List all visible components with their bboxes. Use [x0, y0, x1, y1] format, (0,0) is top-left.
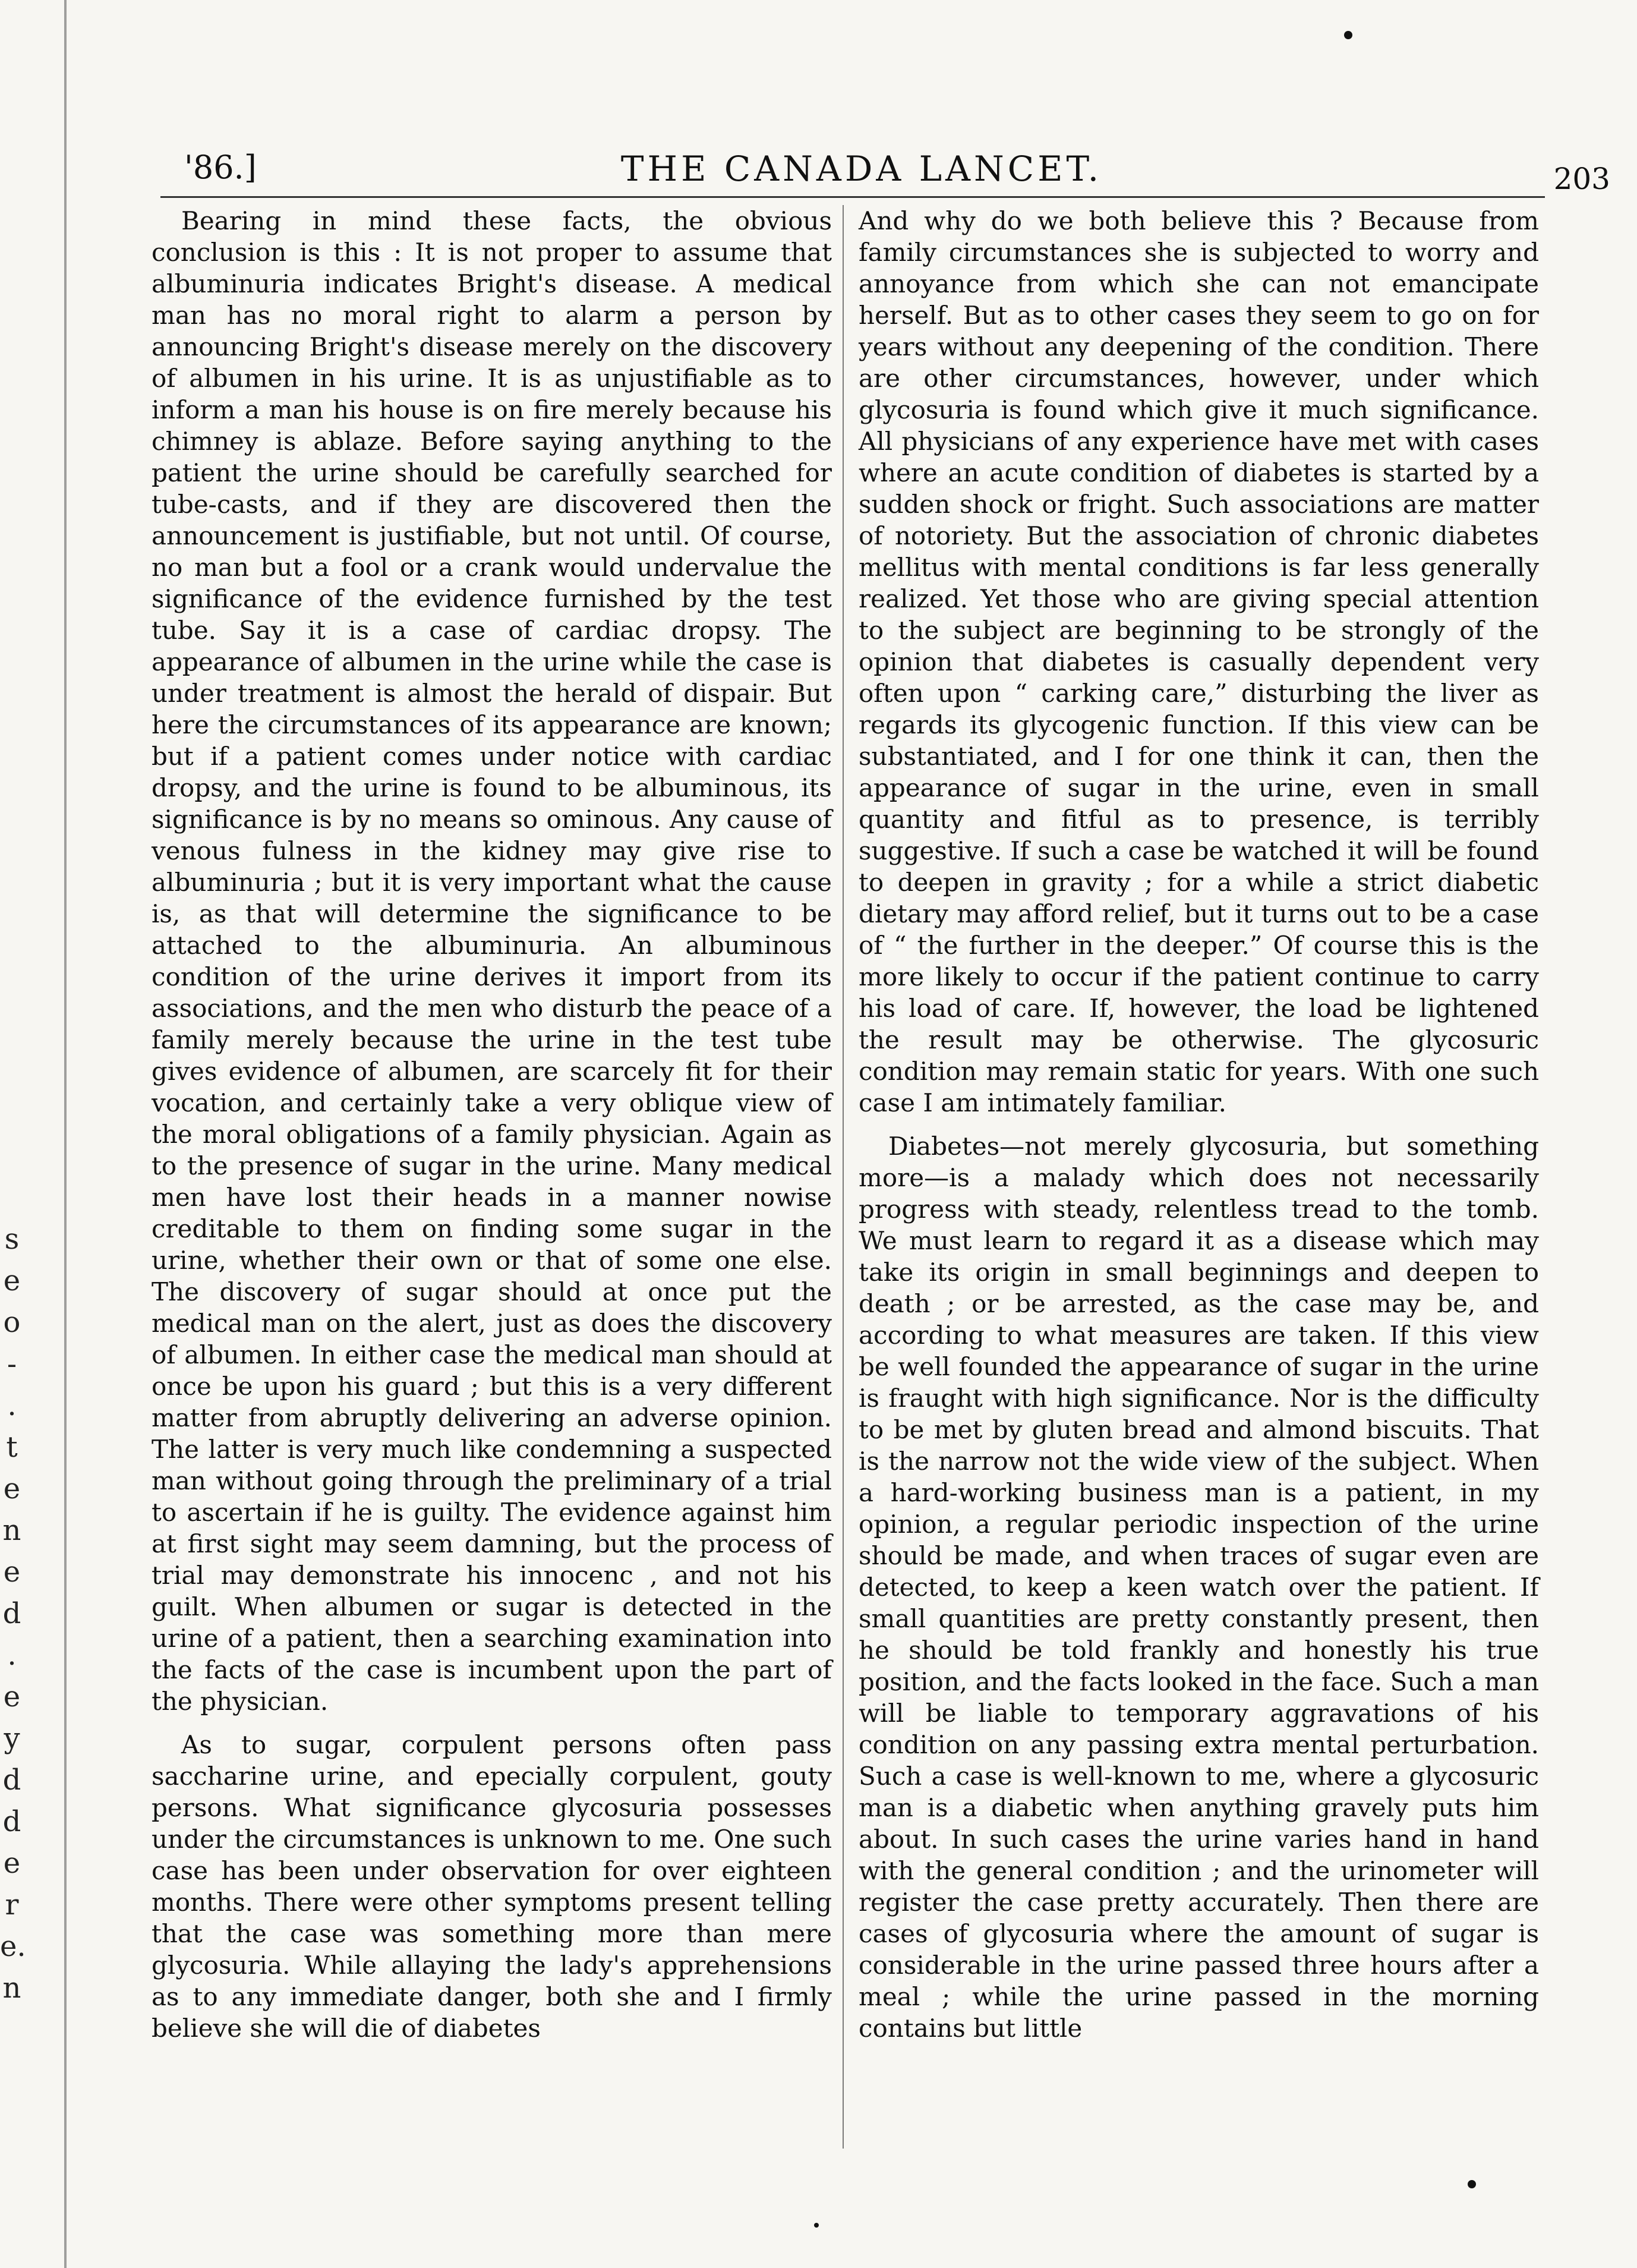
- gutter-mark: d: [2, 1805, 21, 1838]
- gutter-mark: r: [5, 1888, 19, 1922]
- page-number: 203: [1553, 162, 1610, 196]
- gutter-mark: -: [7, 1347, 17, 1381]
- gutter-mark: d: [2, 1763, 21, 1797]
- paragraph: As to sugar, corpulent persons often pass saccharine urine, and epecially corpulent, gouty persons. What significance glycosuria possesses under the circumstances is unknown to me. One such case has been under observation for over eighteen months. There were other symptoms present telling that the case was something more than mere glycosuria. While allaying the lady's apprehensions as to any immediate danger, both she and I firmly believe she will die of diabetes: [152, 1730, 832, 2043]
- gutter-mark: d: [2, 1597, 21, 1630]
- paragraph: Diabetes—not merely glycosuria, but something more—is a malady which does not necessarily progress with steady, relentless tread to the tomb. We must learn to regard it as a disease which may take its origin in small beginnings and deepen to death ; or be arrested, as the case may be, and according to what measures are taken. If this view be well founded the appearance of sugar in the urine is fraught with high significance. Nor is the difficulty to be met by gluten bread and almond biscuits. That is the narrow not the wide view of the subject. When a hard-working business man is a patient, in my opinion, a regular periodic inspection of the urine should be made, and when traces of sugar even are detected, to keep a keen watch over the patient. If small quantities are pretty constantly present, then he should be told frankly and honestly his true position, and the facts looked in the face. Such a man will be liable to temporary aggravations of his condition on any passing extra mental perturbation. Such a case is well-known to me, where a glycosuric man is a diabetic when anything gravely puts him about. In such cases the urine varies hand in hand with the general condition ; and the urinometer will register the case pretty accurately. Then there are cases of glycosuria where the amount of sugar is considerable in the urine passed three hours after a meal ; while the urine passed in the morning contains but little: [859, 1132, 1539, 2043]
- binding-gutter: [64, 0, 67, 2268]
- gutter-mark: n: [2, 1514, 21, 1547]
- ink-speck: [1344, 31, 1352, 39]
- gutter-mark: .: [7, 1389, 17, 1422]
- gutter-mark: n: [2, 1971, 21, 2005]
- running-header: [184, 149, 1610, 202]
- gutter-mark: e: [3, 1680, 21, 1713]
- ink-speck: [814, 2223, 819, 2228]
- gutter-mark: o: [3, 1306, 21, 1339]
- gutter-mark: .: [7, 1639, 17, 1672]
- header-rule: [160, 196, 1545, 198]
- gutter-mark: y: [4, 1722, 20, 1755]
- gutter-mark: e: [3, 1264, 21, 1297]
- left-column: [152, 205, 832, 2056]
- gutter-mark: e: [3, 1847, 21, 1880]
- paragraph: And why do we both believe this ? Because from family circumstances she is subjected to worry and annoyance from which she can not emancipate herself. But as to other cases they seem to go on for years without any deepening of the condition. There are other circumstances, however, under which glycosuria is found which give it much significance. All physicians of any experience have met with cases where an acute condition of diabetes is started by a sudden shock or fright. Such associations are matter of notoriety. But the association of chronic diabetes mellitus with mental conditions is far less generally realized. Yet those who are giving special attention to the subject are beginning to be strongly of the opinion that diabetes is casually dependent very often upon “ carking care,” disturbing the liver as regards its glycogenic function. If this view can be substantiated, and I for one think it can, then the appearance of sugar in the urine, even in small quantity and fitful as to presence, is terribly suggestive. If such a case be watched it will be found to deepen in gravity ; for a while a strict diabetic dietary may afford relief, but it turns out to be a case of “ the further in the deeper.” Of course this is the more likely to occur if the patient continue to carry his load of care. If, however, the load be lightened the result may be otherwise. The glycosuric condition may remain static for years. With one such case I am intimately familiar.: [859, 206, 1539, 1117]
- journal-title: THE CANADA LANCET.: [620, 149, 1103, 189]
- column-divider: [843, 205, 844, 2149]
- paragraph: Bearing in mind these facts, the obvious conclusion is this : It is not proper to assume that albuminuria indicates Bright's disease. A medical man has no moral right to alarm a person by announcing Bright's disease merely on the discovery of albumen in his urine. It is as unjustifiable as to inform a man his house is on fire merely because his chimney is ablaze. Before saying anything to the patient the urine should be carefully searched for tube-casts, and if they are discovered then the announcement is justifiable, but not until. Of course, no man but a fool or a crank would undervalue the significance of the evidence furnished by the test tube. Say it is a case of cardiac dropsy. The appearance of albumen in the urine while the case is under treatment is almost the herald of dispair. But here the circumstances of its appearance are known; but if a patient comes under notice with cardiac dropsy, and the urine is found to be albuminous, its significance is by no means so ominous. Any cause of venous fulness in the kidney may give rise to albuminuria ; but it is very important what the cause is, as that will determine the significance to be attached to the albuminuria. An albuminous condition of the urine derives it import from its associations, and the men who disturb the peace of a family merely because the urine in the test tube gives evidence of albumen, are scarcely fit for their vocation, and certainly take a very oblique view of the moral obligations of a family physician. Again as to the presence of sugar in the urine. Many medical men have lost their heads in a manner nowise creditable to them on finding some sugar in the urine, whether their own or that of some one else. The discovery of sugar should at once put the medical man on the alert, just as does the discovery of albumen. In either case the medical man should at once be upon his guard ; but this is a very different matter from abruptly delivering an adverse opinion. The latter is very much like condemning a suspected man without going through the preliminary of a trial to ascertain if he is guilty. The evidence against him at first sight may seem damning, but the process of trial may demonstrate his innocenc , and not his guilt. When albumen or sugar is detected in the urine of a patient, then a searching examination into the facts of the case is incumbent upon the part of the physician.: [152, 206, 832, 1716]
- gutter-marks: [0, 1218, 24, 2009]
- gutter-mark: t: [6, 1431, 18, 1464]
- gutter-mark: e: [3, 1472, 21, 1505]
- ink-speck: [1468, 2180, 1476, 2188]
- gutter-mark: e: [3, 1555, 21, 1589]
- gutter-mark: s: [4, 1223, 20, 1256]
- header-volume-year: '86.]: [184, 149, 257, 186]
- gutter-mark: e.: [0, 1930, 26, 1963]
- right-column: [859, 205, 1539, 2056]
